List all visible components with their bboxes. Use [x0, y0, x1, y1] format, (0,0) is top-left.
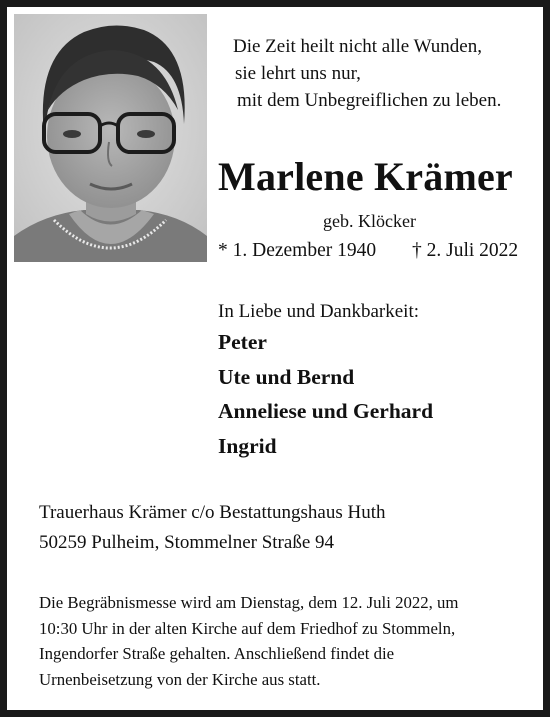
verse-line: mit dem Unbegreiflichen zu leben.: [237, 90, 502, 111]
portrait-photo: [14, 14, 207, 262]
memorial-verse: [233, 33, 501, 114]
service-line: Urnenbeisetzung von der Kirche aus statt.: [39, 669, 321, 689]
mourner-name: Ingrid: [218, 433, 277, 458]
service-line: Die Begräbnismesse wird am Dienstag, dem 12. Juli 2022, um: [39, 593, 459, 612]
funeral-service-info: [39, 590, 458, 692]
address-line: 50259 Pulheim, Stommelner Straße 94: [39, 532, 335, 553]
portrait-image: [14, 14, 207, 262]
death-date: † 2. Juli 2022: [412, 240, 519, 261]
maiden-name: geb. Klöcker: [323, 211, 416, 231]
mourners-list: [218, 299, 433, 463]
address-line: Trauerhaus Krämer c/o Bestattungshaus Huth: [39, 502, 386, 523]
deceased-name: Marlene Krämer: [218, 154, 513, 199]
mourning-house-address: [39, 498, 386, 558]
mourner-name: Peter: [218, 330, 267, 354]
mourners-intro: In Liebe und Dankbarkeit:: [218, 301, 420, 322]
verse-line: sie lehrt uns nur,: [235, 63, 361, 84]
mourner-name: Anneliese und Gerhard: [218, 399, 434, 423]
service-line: 10:30 Uhr in der alten Kirche auf dem Friedhof zu Stommeln,: [39, 618, 456, 638]
birth-date: * 1. Dezember 1940: [218, 240, 377, 261]
service-line: Ingendorfer Straße gehalten. Anschließend findet die: [39, 644, 395, 663]
mourner-name: Ute und Bernd: [218, 364, 355, 389]
verse-line: Die Zeit heilt nicht alle Wunden,: [233, 36, 482, 57]
